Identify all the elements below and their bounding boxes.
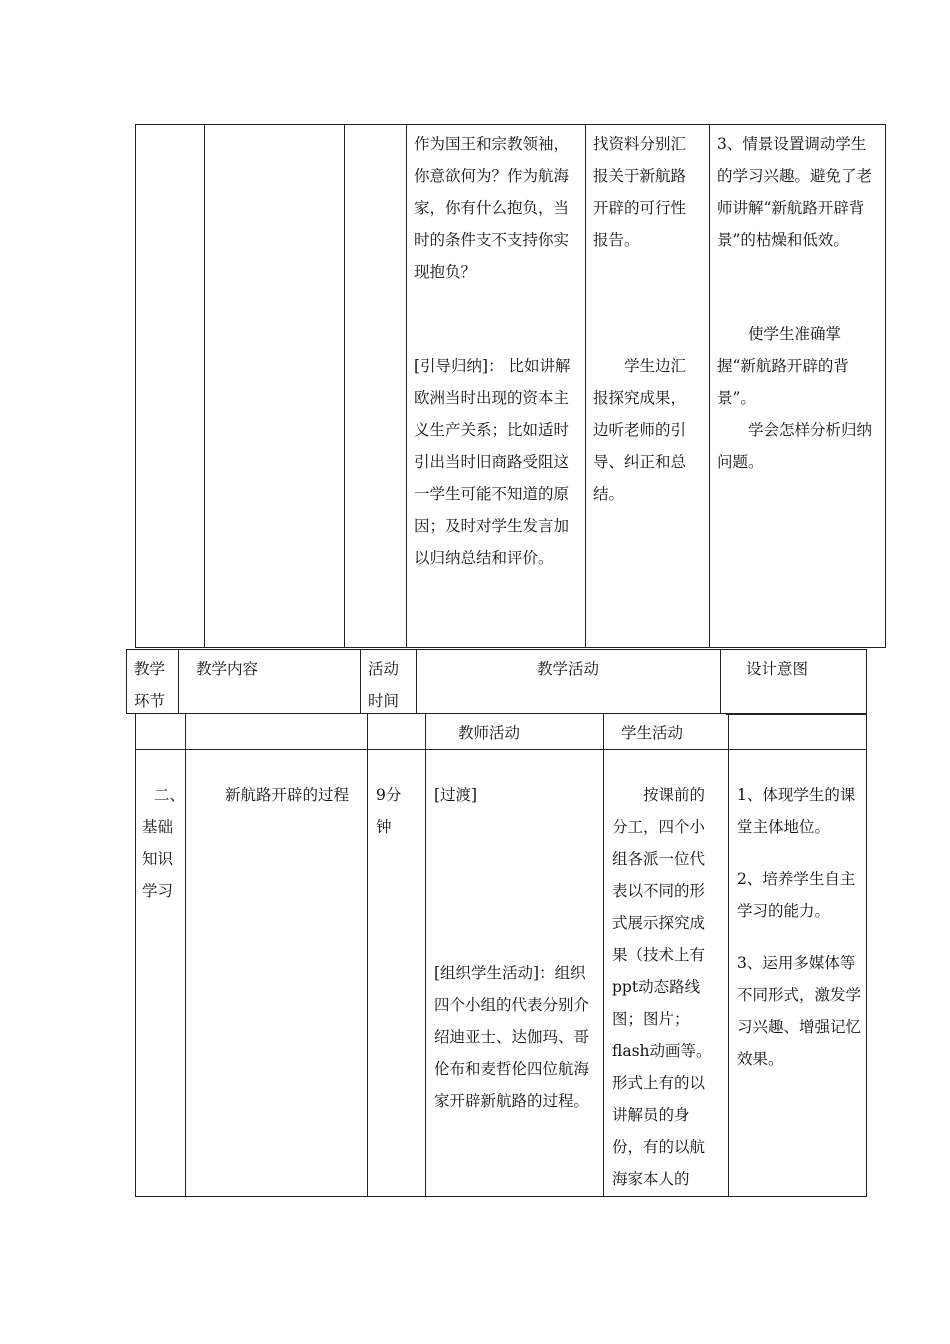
intent-situation: 3、情景设置调动学生的学习兴趣。避免了老师讲解“新航路开辟背景”的枯燥和低效。 (717, 135, 873, 249)
top-col-divider-1 (204, 124, 205, 648)
teacher-organize: [组织学生活动]：组织四个小组的代表分别介绍迪亚士、达伽玛、哥伦布和麦哲伦四位航海家开辟新航路的过程。 (434, 964, 590, 1110)
intent-analyze: 学会怎样分析归纳问题。 (717, 421, 873, 471)
bottom-col-divider-2 (367, 714, 368, 1197)
subheader-left-edge (135, 714, 136, 1197)
student-present: 按课前的分工，四个小组各派一位代表以不同的形式展示探究成果（技术上有ppt动态路线图；图片；flash动画等。形式上有的以讲解员的身份，有的以航海家本人的 (612, 786, 712, 1188)
top-student-cell (593, 128, 701, 510)
bottom-col-divider-5 (728, 714, 729, 1197)
header-segment: 教学环节 (134, 660, 166, 710)
student-listen: 学生边汇报探究成果，边听老师的引导、纠正和总结。 (593, 357, 687, 503)
intent-self-study: 2、培养学生自主学习的能力。 (737, 870, 856, 920)
top-col-divider-3 (406, 124, 407, 648)
bottom-table-bottom-line (135, 1196, 866, 1197)
header-divider-4 (720, 649, 721, 714)
header-activity: 教学活动 (536, 660, 599, 678)
content-route-process: 新航路开辟的过程 (225, 786, 350, 804)
bottom-intent-cell (737, 779, 861, 1075)
top-teacher-cell (414, 128, 580, 574)
header-content: 教学内容 (196, 660, 259, 678)
bottom-col-divider-3 (425, 714, 426, 1197)
subheader-top-line (726, 714, 867, 715)
top-intent-cell (717, 128, 879, 478)
top-col-divider-4 (585, 124, 586, 648)
bottom-student-cell (612, 779, 720, 1193)
header-divider-2 (360, 649, 361, 714)
intent-subject: 1、体现学生的课堂主体地位。 (737, 786, 856, 836)
subheader-bottom-line (135, 749, 866, 750)
time-nine-minutes: 9分钟 (376, 786, 402, 836)
subheader-student: 学生活动 (621, 724, 684, 742)
intent-grasp: 使学生准确掌握“新航路开辟的背景”。 (717, 325, 849, 407)
intent-multimedia: 3、运用多媒体等不同形式，激发学习兴趣、增强记忆效果。 (737, 954, 862, 1068)
subheader-right-edge (866, 714, 867, 1197)
top-col-divider-2 (344, 124, 345, 648)
header-divider-1 (178, 649, 179, 714)
header-intent: 设计意图 (746, 660, 809, 678)
top-col-divider-5 (709, 124, 710, 648)
student-report: 找资料分别汇报关于新航路开辟的可行性报告。 (593, 135, 687, 249)
teacher-guide: [引导归纳]： 比如讲解欧洲当时出现的资本主义生产关系；比如适时引出当时旧商路受阻这一学生可能不知道的原因；及时对学生发言加以归纳总结和评价。 (414, 357, 571, 567)
teacher-transition: [过渡] (434, 786, 478, 804)
teacher-question: 作为国王和宗教领袖，你意欲何为？作为航海家，你有什么抱负，当时的条件支不支持你实现抱负？ (414, 135, 570, 281)
header-time: 活动时间 (368, 660, 400, 710)
subheader-teacher: 教师活动 (458, 724, 521, 742)
segment-basic-knowledge: 二、基础知识学习 (142, 786, 186, 900)
bottom-teacher-cell (434, 779, 596, 1117)
bottom-col-divider-1 (185, 714, 186, 1197)
bottom-col-divider-4 (603, 714, 604, 1197)
